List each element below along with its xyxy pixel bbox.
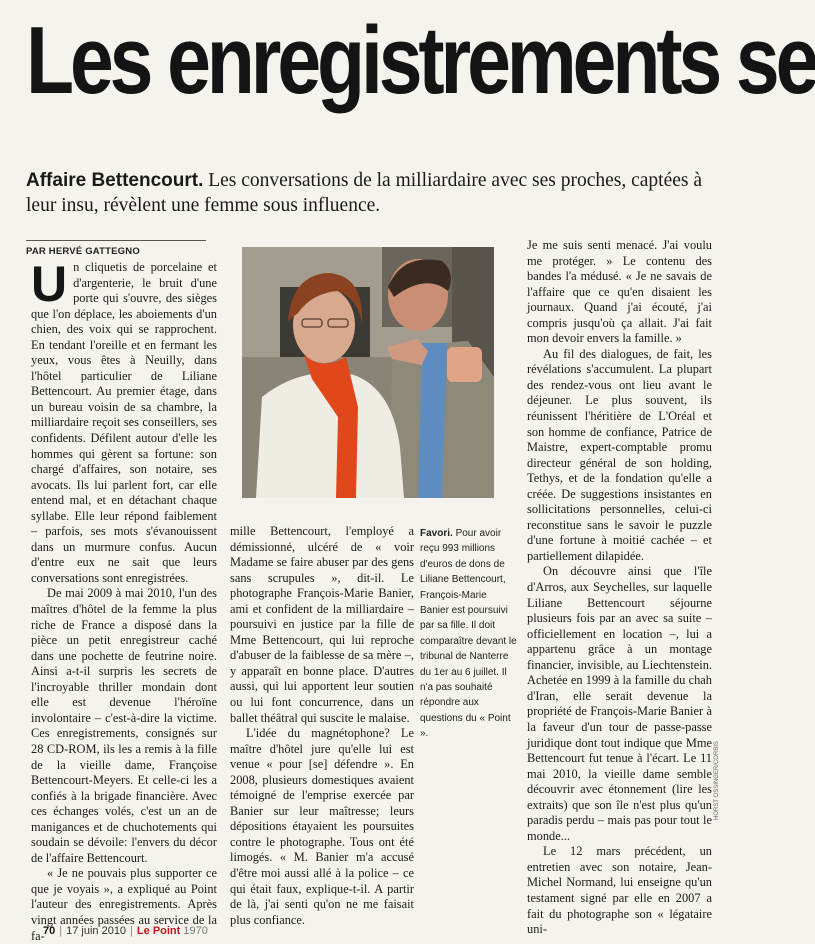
paragraph: Un cliquetis de porcelaine et d'argenterie, le bruit d'une porte qui s'ouvre, des sièges que l'on déplace, les aboiements d'un chien, des voix qui se rapprochent. En tendant l'oreille et en fermant les yeux, vous êtes à Neuilly, dans l'hôtel particulier de Liliane Bettencourt. Au premier étage, dans un bureau voisin de sa chambre, la milliardaire reçoit ses conseillers, ses confidents. Défilent autour d'elle les hommes qui gèrent sa fortune: son chargé d'affaires, son notaire, ses avocats. Ils lui parlent fort, car elle entend mal, et en détachant chaque syllabe. Elle leur répond faiblement – parfois, ses mots s'évanouissent dans un murmure confus. Aucun d'entre eux ne sait que leurs conversations sont enregistrées. (31, 256, 217, 585)
photo-caption (420, 526, 518, 742)
footer-separator: | (59, 925, 63, 937)
paragraph: L'idée du magnétophone? Le maître d'hôtel jure qu'elle lui est venue « pour [se] défendre ». En 2008, plusieurs domestiques avaient témoigné de l'emprise exercée par Banier sur leur maîtresse; leurs dépositions étayaient les poursuites contre le photographe. Tous ont été limogés. « M. Banier m'a accusé d'être moi aussi allé à la police – ce qui était faux, explique-t-il. A partir de là, j'ai senti qu'on ne me faisait plus confiance. (230, 726, 414, 927)
drop-cap: U (31, 256, 68, 312)
caption-label: Favori. (420, 528, 453, 539)
paragraph: De mai 2009 à mai 2010, l'un des maîtres d'hôtel de la femme la plus riche de France a disposé dans la pièce un petit enregistreur caché dans une pochette de feutrine noire. Ainsi a-t-il surpris les secrets de l'incroyable thriller mondain dont elle est devenue l'héroïne involontaire – c'est-à-dire la victime. Ces enregistrements, consignés sur 28 CD-ROM, ils les a remis à la fille de la vieille dame, Françoise Bettencourt-Meyers. Et celle-ci les a confiés à la brigade financière. Avec ces échanges volés, c'est un an de manigances et de chuchotements qui soudain se dévoile: l'envers du décor de l'affaire Bettencourt. (31, 586, 217, 865)
paragraph: « Je ne pouvais plus supporter ce que je voyais », a expliqué au Point l'auteur des enregistrements. Après vingt années passées au service de la fa- (31, 866, 217, 943)
article-column-2 (230, 524, 414, 928)
article-column-1 (31, 256, 217, 944)
deck-kicker: Affaire Bettencourt. (26, 170, 204, 191)
page-footer (43, 925, 208, 937)
magazine-name: Le Point (136, 925, 181, 937)
article-column-4 (527, 238, 712, 938)
paragraph: Le 12 mars précédent, un entretien avec son notaire, Jean-Michel Normand, lui enseigne qu'un testament signé par elle en 2007 a fait du photographe son « légataire uni- (527, 844, 712, 937)
paragraph: Je me suis senti menacé. J'ai voulu me protéger. » Le contenu des bandes l'a médusé. « Je ne savais de l'affaire que ce qu'en disaient les journaux. Quand j'ai écouté, j'ai compris jusqu'où ça allait. J'ai fait mon devoir envers la famille. » (527, 238, 712, 346)
footer-separator: | (130, 925, 133, 937)
paragraph: On découvre ainsi que l'île d'Arros, aux Seychelles, sur laquelle Liliane Bettencourt séjourne plusieurs fois par an avec sa suite – officiellement en location –, lui a appartenu grâce à un montage financier, invisible, au Liechtenstein. Achetée en 1999 à la famille du chah d'Iran, elle serait devenue la propriété de François-Marie Banier à la faveur d'un tour de passe-passe juridique dont tout indique que Mme Bettencourt fut tenue à l'écart. Le 11 mai 2010, la vieille dame semble découvrir avec étonnement (lire les extraits) que son île n'est plus qu'un paradis perdu – mais pas pour tout le monde... (527, 564, 712, 843)
article-deck (26, 168, 706, 218)
photo-credit: HORST OSSINGER/CORBIS (714, 741, 720, 820)
byline: PAR HERVÉ GATTEGNO (26, 246, 140, 257)
issue-number: 1970 (183, 925, 208, 937)
paragraph: mille Bettencourt, l'employé a démissionné, ulcéré de « voir Madame se faire abuser par des gens sans scrupules », dit-il. Le photographe François-Marie Banier, ami et confident de la milliardaire – poursuivi en justice par la fille de Mme Bettencourt, qui lui reproche d'abuser de la faiblesse de sa mère –, y apparaît en bonne place. D'autres aussi, qui lui apportent leur soutien ou lui font concurrence, dans un ballet théâtral qui suscite le malaise. (230, 524, 414, 725)
paragraph: Au fil des dialogues, de fait, les révélations s'accumulent. La plupart des rendez-vous ont lieu avant le déjeuner. Le plus souvent, ils réunissent l'héritière de L'Oréal et son homme de confiance, Patrice de Maistre, expert-comptable promu directeur général de son holding, Tethys, et de la fondation qu'elle a créée. De suggestions insistantes en sollicitations personnelles, celui-ci reconstitue sans le savoir le puzzle d'une fortune à moitié cachée – et partiellement dilapidée. (527, 346, 712, 563)
page-number: 70 (43, 925, 56, 937)
caption-text: Pour avoir reçu 993 millions d'euros de dons de Liliane Bettencourt, François-Marie Banier est poursuivi par sa fille. Il doit comparaître devant le tribunal de Nanterre du 1er au 6 juillet. Il n'a pas souhaité répondre aux questions du « Point ». (420, 528, 517, 740)
issue-date: 17 juin 2010 (66, 925, 127, 937)
deck-text: Les conversations de la milliardaire avec ses proches, captées à leur insu, révèlent une femme sous influence. (26, 170, 703, 216)
headline: Les enregistrements se (26, 7, 815, 114)
article-photo (242, 247, 494, 498)
photo-illustration (242, 247, 494, 498)
byline-rule (26, 240, 206, 241)
